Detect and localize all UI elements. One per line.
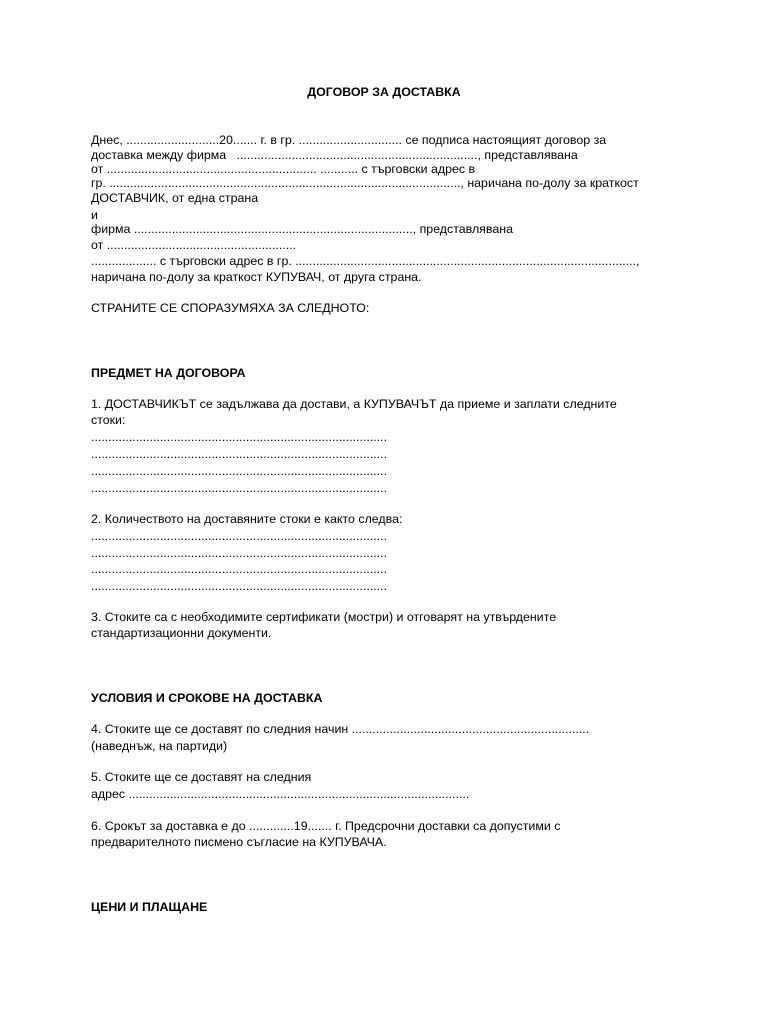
intro-line-9: ................... с търговски адрес в гр. ...................................................................................................,	[91, 254, 640, 268]
clause-3-line-1: 3. Стоките са с необходимите сертификати (мостри) и отговарят на утвърдените	[91, 610, 557, 624]
clause-2-blank-2: ......................................................................................	[91, 546, 388, 560]
clause-5-line-2: адрес ...................................................................................................	[91, 787, 470, 801]
clause-2-blank-4: ......................................................................................	[91, 579, 388, 593]
section-heading-subject: ПРЕДМЕТ НА ДОГОВОРА	[91, 366, 246, 380]
clause-1-line-2: стоки:	[91, 413, 126, 427]
intro-line-8: от .......................................................	[91, 238, 297, 252]
clause-5-line-1: 5. Стоките ще се доставят на следния	[91, 770, 312, 784]
clause-3-line-2: стандартизационни документи.	[91, 626, 272, 640]
clause-1-line-1: 1. ДОСТАВЧИКЪТ се задължава да достави, а КУПУВАЧЪТ да приеме и заплати следните	[91, 397, 617, 411]
intro-line-4: гр. ......................................................................................................, наричана по-долу за краткост	[91, 176, 639, 190]
clause-2-blank-3: ......................................................................................	[91, 562, 388, 576]
clause-4-line-2: (наведнъж, на партиди)	[91, 739, 228, 753]
document-title: ДОГОВОР ЗА ДОСТАВКА	[307, 85, 461, 99]
intro-line-1: Днес, ...........................20....... г. в гр. .............................. се подписа настоящият договор за	[91, 133, 607, 147]
clause-1-blank-4: ......................................................................................	[91, 481, 388, 495]
intro-line-5: ДОСТАВЧИК, от една страна	[91, 191, 259, 205]
clause-1-blank-1: ......................................................................................	[91, 430, 388, 444]
intro-line-3: от ............................................................. ........... с търговски адрес в	[91, 162, 476, 176]
clause-2-line-1: 2. Количеството на доставяните стоки е както следва:	[91, 512, 403, 526]
intro-line-2: доставка между фирма ......................................................................, представлявана	[91, 148, 578, 162]
intro-line-7: фирма ................................................................................., представлявана	[91, 222, 513, 236]
clause-1-blank-3: ......................................................................................	[91, 464, 388, 478]
clause-6-line-2: предварителното писмено съгласие на КУПУВАЧА.	[91, 835, 387, 849]
intro-line-10: наричана по-долу за краткост КУПУВАЧ, от друга страна.	[91, 270, 422, 284]
intro-line-6: и	[91, 208, 98, 222]
clause-2-blank-1: ......................................................................................	[91, 529, 388, 543]
section-heading-delivery-terms: УСЛОВИЯ И СРОКОВЕ НА ДОСТАВКА	[91, 691, 323, 705]
clause-4-line-1: 4. Стоките ще се доставят по следния начин .....................................................................	[91, 722, 590, 736]
clause-1-blank-2: ......................................................................................	[91, 447, 388, 461]
clause-6-line-1: 6. Срокът за доставка е до .............19....... г. Предсрочни доставки са допустими с	[91, 819, 561, 833]
agreement-statement: СТРАНИТЕ СЕ СПОРАЗУМЯХА ЗА СЛЕДНОТО:	[91, 301, 370, 315]
section-heading-prices-payment: ЦЕНИ И ПЛАЩАНЕ	[91, 900, 208, 914]
